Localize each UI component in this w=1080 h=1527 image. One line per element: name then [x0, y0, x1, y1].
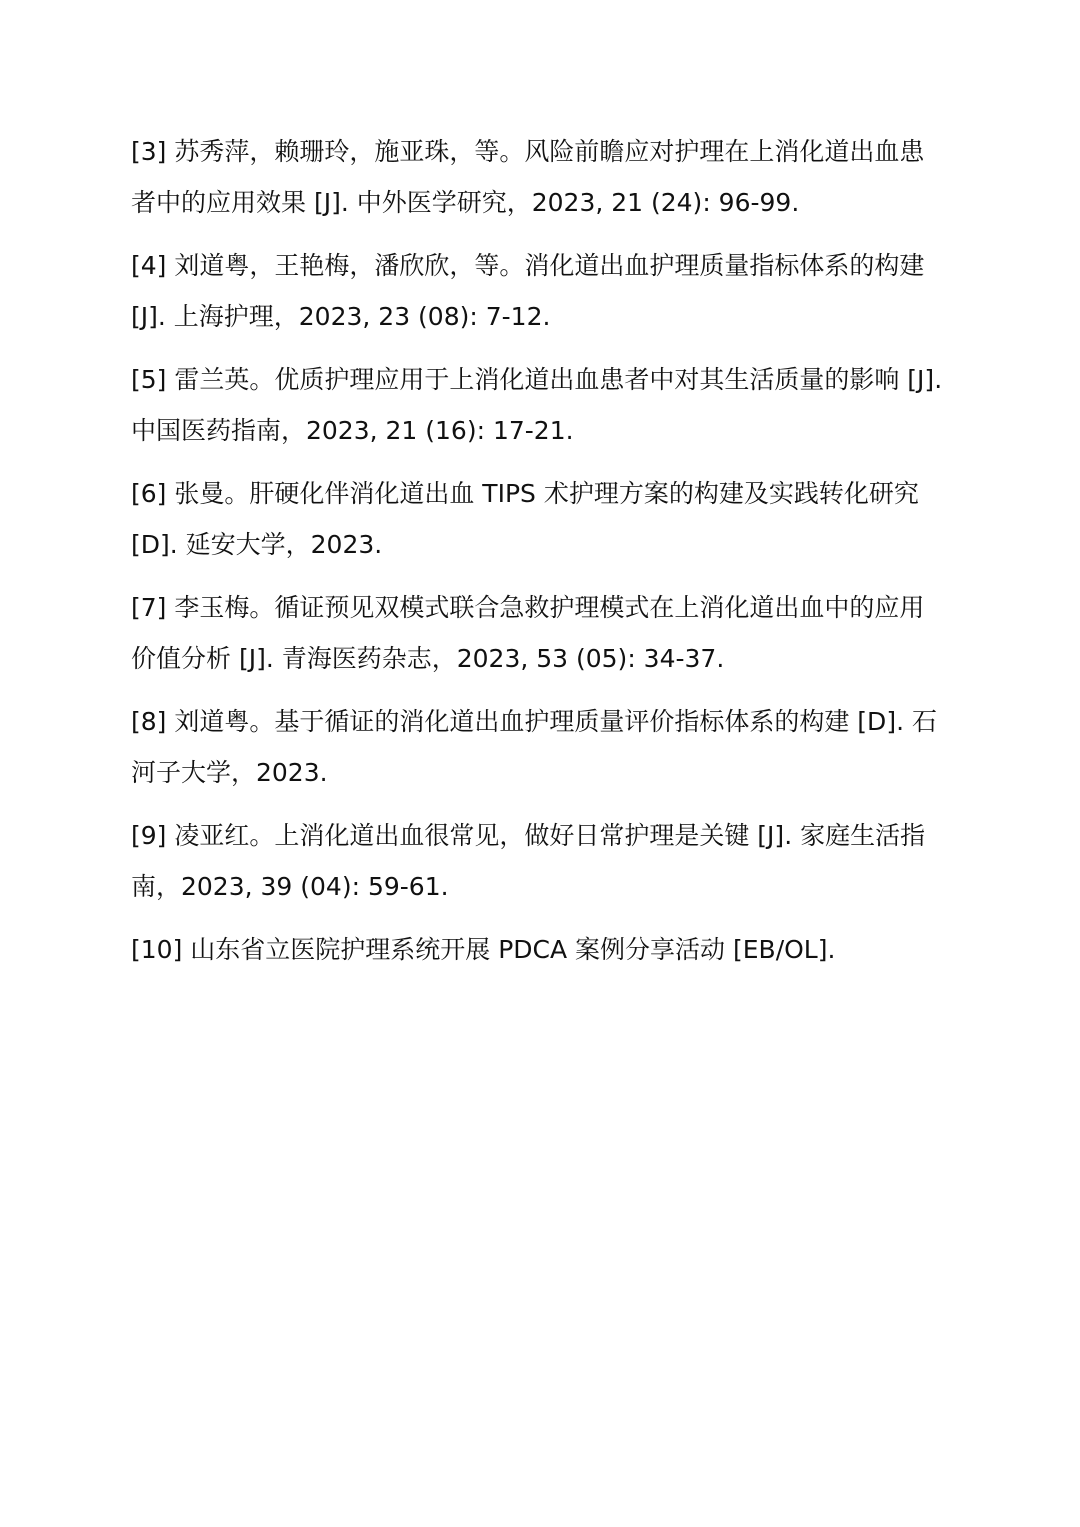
reference-item: [4] 刘道粤，王艳梅，潘欣欣，等。消化道出血护理质量指标体系的构建 [J]. 上海护理，2023, 23 (08): 7-12. [131, 251, 925, 331]
reference-item: [3] 苏秀萍，赖珊玲，施亚珠，等。风险前瞻应对护理在上消化道出血患者中的应用效果 [J]. 中外医学研究，2023, 21 (24): 96-99. [131, 137, 925, 217]
reference-item: [9] 凌亚红。上消化道出血很常见，做好日常护理是关键 [J]. 家庭生活指南，2023, 39 (04): 59-61. [131, 821, 926, 901]
reference-item: [8] 刘道粤。基于循证的消化道出血护理质量评价指标体系的构建 [D]. 石河子大学，2023. [131, 707, 937, 787]
reference-item: [5] 雷兰英。优质护理应用于上消化道出血患者中对其生活质量的影响 [J]. 中国医药指南，2023, 21 (16): 17-21. [131, 365, 943, 445]
reference-item: [6] 张曼。肝硬化伴消化道出血 TIPS 术护理方案的构建及实践转化研究 [D]. 延安大学，2023. [131, 479, 919, 559]
reference-item: [10] 山东省立医院护理系统开展 PDCA 案例分享活动 [EB/OL]. [131, 935, 836, 964]
reference-item: [7] 李玉梅。循证预见双模式联合急救护理模式在上消化道出血中的应用价值分析 [J]. 青海医药杂志，2023, 53 (05): 34-37. [131, 593, 925, 673]
reference-list [131, 126, 943, 987]
